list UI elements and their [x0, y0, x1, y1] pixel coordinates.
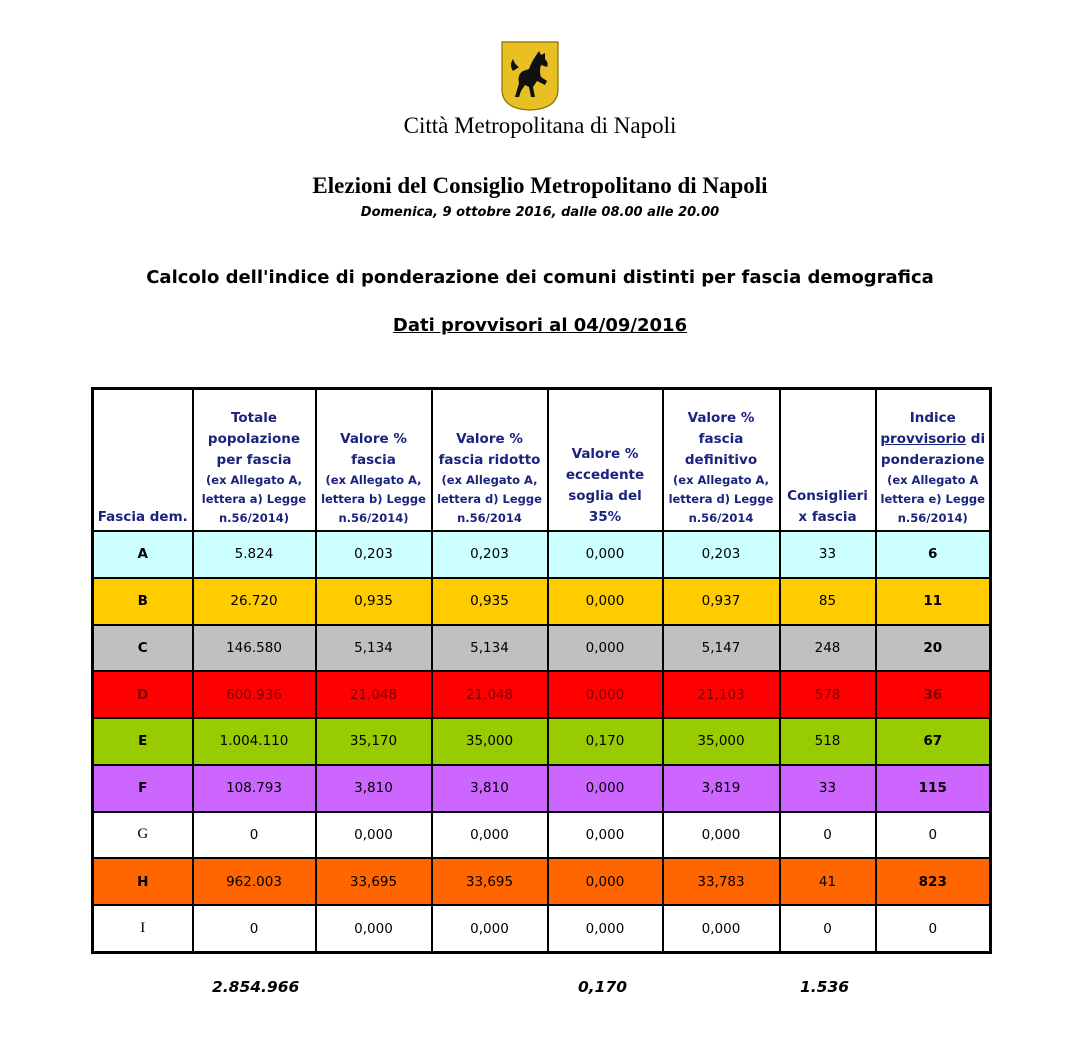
- cell-valore: 0,000: [316, 905, 432, 952]
- cell-ridotto: 0,000: [432, 812, 548, 859]
- cell-indice: 20: [876, 625, 991, 672]
- table-row: [93, 718, 991, 765]
- cell-consiglieri: 85: [780, 578, 876, 625]
- total-eccedente: 0,170: [578, 978, 628, 996]
- cell-indice: 0: [876, 812, 991, 859]
- cell-valore: 35,170: [316, 718, 432, 765]
- election-date: Domenica, 9 ottobre 2016, dalle 08.00 alle 20.00: [360, 205, 720, 220]
- cell-fascia: B: [93, 578, 193, 625]
- cell-popolazione: 1.004.110: [193, 718, 316, 765]
- cell-eccedente: 0,000: [548, 905, 663, 952]
- table-header-row: [93, 389, 991, 532]
- cell-fascia: A: [93, 531, 193, 578]
- rampant-horse-coat-of-arms-icon: [501, 41, 559, 111]
- cell-valore: 5,134: [316, 625, 432, 672]
- table-row: [93, 858, 991, 905]
- col-header-eccedente: Valore % eccedente soglia del 35%: [548, 389, 663, 532]
- col-header-valore: Valore % fascia (ex Allegato A, lettera b) Legge n.56/2014): [316, 389, 432, 532]
- cell-definitivo: 33,783: [663, 858, 780, 905]
- table-row: [93, 905, 991, 952]
- cell-popolazione: 600.936: [193, 671, 316, 718]
- cell-popolazione: 0: [193, 812, 316, 859]
- cell-fascia: D: [93, 671, 193, 718]
- cell-fascia: C: [93, 625, 193, 672]
- cell-indice: 67: [876, 718, 991, 765]
- table-row: [93, 765, 991, 812]
- cell-consiglieri: 578: [780, 671, 876, 718]
- cell-fascia: G: [93, 812, 193, 859]
- cell-consiglieri: 33: [780, 765, 876, 812]
- cell-indice: 11: [876, 578, 991, 625]
- document-subtitle: Calcolo dell'indice di ponderazione dei comuni distinti per fascia demografica: [146, 267, 934, 288]
- cell-consiglieri: 0: [780, 812, 876, 859]
- cell-definitivo: 3,819: [663, 765, 780, 812]
- document-title: Elezioni del Consiglio Metropolitano di Napoli: [312, 173, 768, 198]
- cell-eccedente: 0,000: [548, 531, 663, 578]
- dati-wrapper: [0, 315, 1080, 336]
- dati-provvisori-label: Dati provvisori al 04/09/2016: [392, 315, 688, 336]
- cell-eccedente: 0,000: [548, 625, 663, 672]
- cell-consiglieri: 0: [780, 905, 876, 952]
- cell-eccedente: 0,000: [548, 671, 663, 718]
- cell-valore: 3,810: [316, 765, 432, 812]
- cell-indice: 0: [876, 905, 991, 952]
- cell-ridotto: 0,935: [432, 578, 548, 625]
- cell-eccedente: 0,170: [548, 718, 663, 765]
- cell-eccedente: 0,000: [548, 858, 663, 905]
- table-row: [93, 578, 991, 625]
- cell-fascia: F: [93, 765, 193, 812]
- cell-definitivo: 0,000: [663, 812, 780, 859]
- cell-ridotto: 33,695: [432, 858, 548, 905]
- cell-consiglieri: 518: [780, 718, 876, 765]
- cell-indice: 36: [876, 671, 991, 718]
- cell-ridotto: 21,048: [432, 671, 548, 718]
- cell-definitivo: 35,000: [663, 718, 780, 765]
- col-header-fascia: Fascia dem.: [93, 389, 193, 532]
- table-row: [93, 812, 991, 859]
- col-header-definitivo: Valore % fascia definitivo (ex Allegato A, lettera d) Legge n.56/2014: [663, 389, 780, 532]
- table-row: [93, 625, 991, 672]
- col-header-consiglieri: Consiglieri x fascia: [780, 389, 876, 532]
- cell-valore: 33,695: [316, 858, 432, 905]
- cell-eccedente: 0,000: [548, 765, 663, 812]
- col-header-indice: Indice provvisorio di ponderazione (ex Allegato A lettera e) Legge n.56/2014): [876, 389, 991, 532]
- cell-valore: 21,048: [316, 671, 432, 718]
- cell-consiglieri: 41: [780, 858, 876, 905]
- cell-popolazione: 5.824: [193, 531, 316, 578]
- cell-indice: 115: [876, 765, 991, 812]
- cell-consiglieri: 33: [780, 531, 876, 578]
- cell-ridotto: 0,000: [432, 905, 548, 952]
- cell-valore: 0,935: [316, 578, 432, 625]
- cell-fascia: I: [93, 905, 193, 952]
- total-consiglieri: 1.536: [800, 978, 850, 996]
- cell-ridotto: 3,810: [432, 765, 548, 812]
- cell-definitivo: 0,937: [663, 578, 780, 625]
- cell-popolazione: 26.720: [193, 578, 316, 625]
- cell-ridotto: 35,000: [432, 718, 548, 765]
- cell-eccedente: 0,000: [548, 812, 663, 859]
- organization-name: Città Metropolitana di Napoli: [403, 113, 677, 138]
- cell-popolazione: 0: [193, 905, 316, 952]
- cell-consiglieri: 248: [780, 625, 876, 672]
- cell-ridotto: 0,203: [432, 531, 548, 578]
- cell-valore: 0,203: [316, 531, 432, 578]
- cell-fascia: E: [93, 718, 193, 765]
- cell-definitivo: 21,103: [663, 671, 780, 718]
- cell-indice: 6: [876, 531, 991, 578]
- table-row: [93, 531, 991, 578]
- cell-definitivo: 5,147: [663, 625, 780, 672]
- table-row: [93, 671, 991, 718]
- cell-popolazione: 108.793: [193, 765, 316, 812]
- ponderazione-table: [91, 387, 992, 954]
- cell-definitivo: 0,203: [663, 531, 780, 578]
- col-header-popolazione: Totale popolazione per fascia (ex Allegato A, lettera a) Legge n.56/2014): [193, 389, 316, 532]
- table-body: [93, 531, 991, 953]
- cell-ridotto: 5,134: [432, 625, 548, 672]
- cell-eccedente: 0,000: [548, 578, 663, 625]
- cell-fascia: H: [93, 858, 193, 905]
- cell-indice: 823: [876, 858, 991, 905]
- col-header-ridotto: Valore % fascia ridotto (ex Allegato A, lettera d) Legge n.56/2014: [432, 389, 548, 532]
- total-popolazione: 2.854.966: [212, 978, 300, 996]
- cell-valore: 0,000: [316, 812, 432, 859]
- cell-definitivo: 0,000: [663, 905, 780, 952]
- cell-popolazione: 146.580: [193, 625, 316, 672]
- cell-popolazione: 962.003: [193, 858, 316, 905]
